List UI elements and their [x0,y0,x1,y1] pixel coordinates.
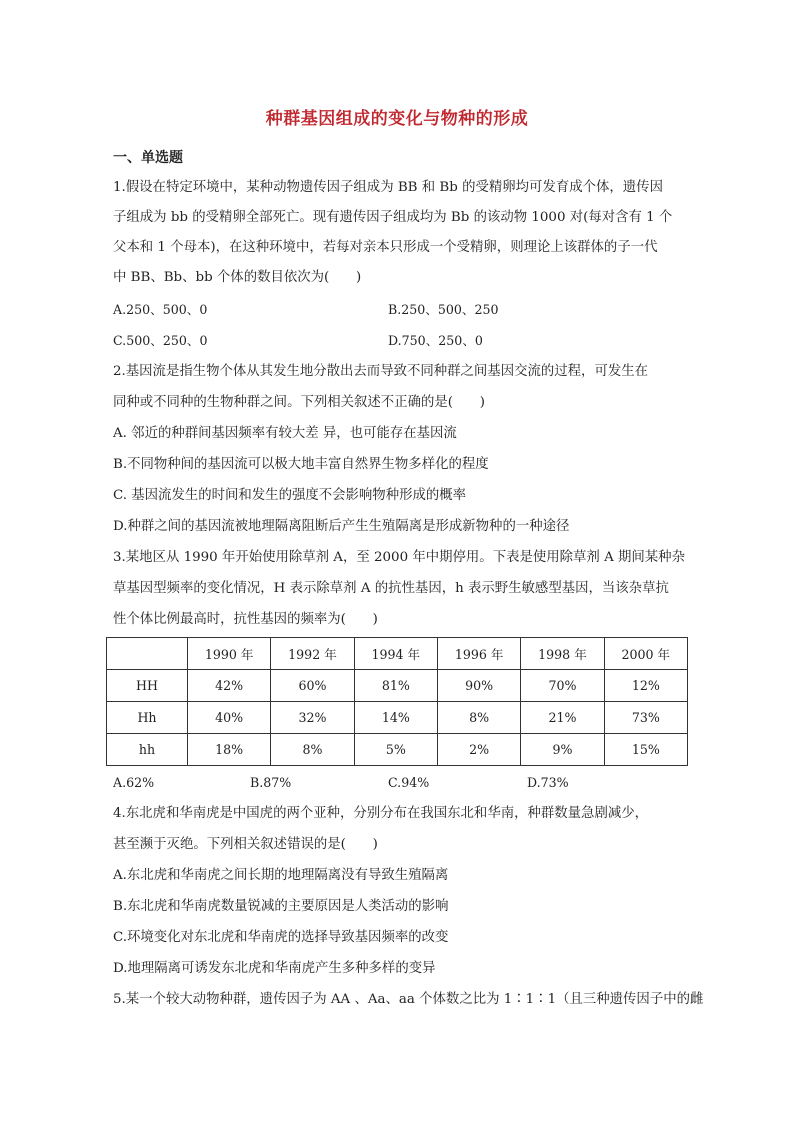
q5-line: 5.某一个较大动物种群，遗传因子为 AA 、Aa、aa 个体数之比为 1∶1∶1（且三种遗传因子中的雌 [113,992,704,1007]
q1-line: 父本和 1 个母本)，在这种环境中，若每对亲本只形成一个受精卵，则理论上该群体的子一代 [113,240,658,255]
q4-option-a: A.东北虎和华南虎之间长期的地理隔离没有导致生殖隔离 [113,868,449,883]
q3-line: 性个体比例最高时，抗性基因的频率为( ) [113,612,378,627]
table-cell: HH [107,670,188,702]
q1-option-a: A.250、500、0 [113,302,208,317]
table-header-cell: 1992 年 [271,638,354,670]
table-cell: 70% [521,670,604,702]
table-row [107,734,688,766]
q3-option-b: B.87% [250,775,292,790]
q1-line: 子组成为 bb 的受精卵全部死亡。现有遗传因子组成均为 Bb 的该动物 1000 对(每对含有 1 个 [113,210,673,225]
q2-option-c: C. 基因流发生的时间和发生的强度不会影响物种形成的概率 [113,488,467,503]
q1-option-c: C.500、250、0 [113,333,208,348]
table-header-cell [107,638,188,670]
q2-line: 同种或不同种的生物种群之间。下列相关叙述不正确的是( ) [113,395,485,410]
q2-option-a: A. 邻近的种群间基因频率有较大差 异，也可能存在基因流 [113,426,457,441]
q4-line: 甚至濒于灭绝。下列相关叙述错误的是( ) [113,837,378,852]
table-header-row [107,638,688,670]
q3-line: 3.某地区从 1990 年开始使用除草剂 A，至 2000 年中期停用。下表是使用除草剂 A 期间某种杂 [113,550,685,565]
q3-option-c: C.94% [388,775,430,790]
page-title: 种群基因组成的变化与物种的形成 [265,109,529,129]
table-cell: 2% [437,734,520,766]
table-cell: 81% [354,670,437,702]
table-cell: Hh [107,702,188,734]
table-header-cell: 1990 年 [188,638,271,670]
table-row [107,670,688,702]
table-cell: 8% [271,734,354,766]
table-cell: hh [107,734,188,766]
table-cell: 12% [604,670,687,702]
table-cell: 21% [521,702,604,734]
table-cell: 40% [188,702,271,734]
table-cell: 32% [271,702,354,734]
section-heading: 一、单选题 [113,150,183,166]
table-cell: 15% [604,734,687,766]
q1-line: 中 BB、Bb、bb 个体的数目依次为( ) [113,270,362,285]
q4-option-b: B.东北虎和华南虎数量锐减的主要原因是人类活动的影响 [113,899,449,914]
table-cell: 8% [437,702,520,734]
q2-line: 2.基因流是指生物个体从其发生地分散出去而导致不同种群之间基因交流的过程，可发生在 [113,364,649,379]
genotype-frequency-table [106,637,688,766]
q3-option-a: A.62% [113,775,155,790]
q3-option-d: D.73% [527,775,569,790]
table-cell: 14% [354,702,437,734]
q4-option-d: D.地理隔离可诱发东北虎和华南虎产生多种多样的变异 [113,961,436,976]
table-cell: 90% [437,670,520,702]
q2-option-d: D.种群之间的基因流被地理隔离阻断后产生生殖隔离是形成新物种的一种途径 [113,519,570,534]
table-cell: 18% [188,734,271,766]
table-cell: 5% [354,734,437,766]
table-cell: 73% [604,702,687,734]
q4-option-c: C.环境变化对东北虎和华南虎的选择导致基因频率的改变 [113,930,449,945]
table-header-cell: 1994 年 [354,638,437,670]
table-row [107,702,688,734]
table-header-cell: 2000 年 [604,638,687,670]
q3-line: 草基因型频率的变化情况，H 表示除草剂 A 的抗性基因，h 表示野生敏感型基因，当该杂草抗 [113,581,669,596]
q1-line: 1.假设在特定环境中，某种动物遗传因子组成为 BB 和 Bb 的受精卵均可发育成个体，遗传因 [113,180,663,195]
table-cell: 42% [188,670,271,702]
q1-option-b: B.250、500、250 [388,302,499,317]
q4-line: 4.东北虎和华南虎是中国虎的两个亚种，分别分布在我国东北和华南，种群数量急剧减少， [113,806,649,821]
q2-option-b: B.不同物种间的基因流可以极大地丰富自然界生物多样化的程度 [113,457,489,472]
table-header-cell: 1996 年 [437,638,520,670]
table-header-cell: 1998 年 [521,638,604,670]
q1-option-d: D.750、250、0 [388,333,483,348]
table-cell: 9% [521,734,604,766]
table-cell: 60% [271,670,354,702]
